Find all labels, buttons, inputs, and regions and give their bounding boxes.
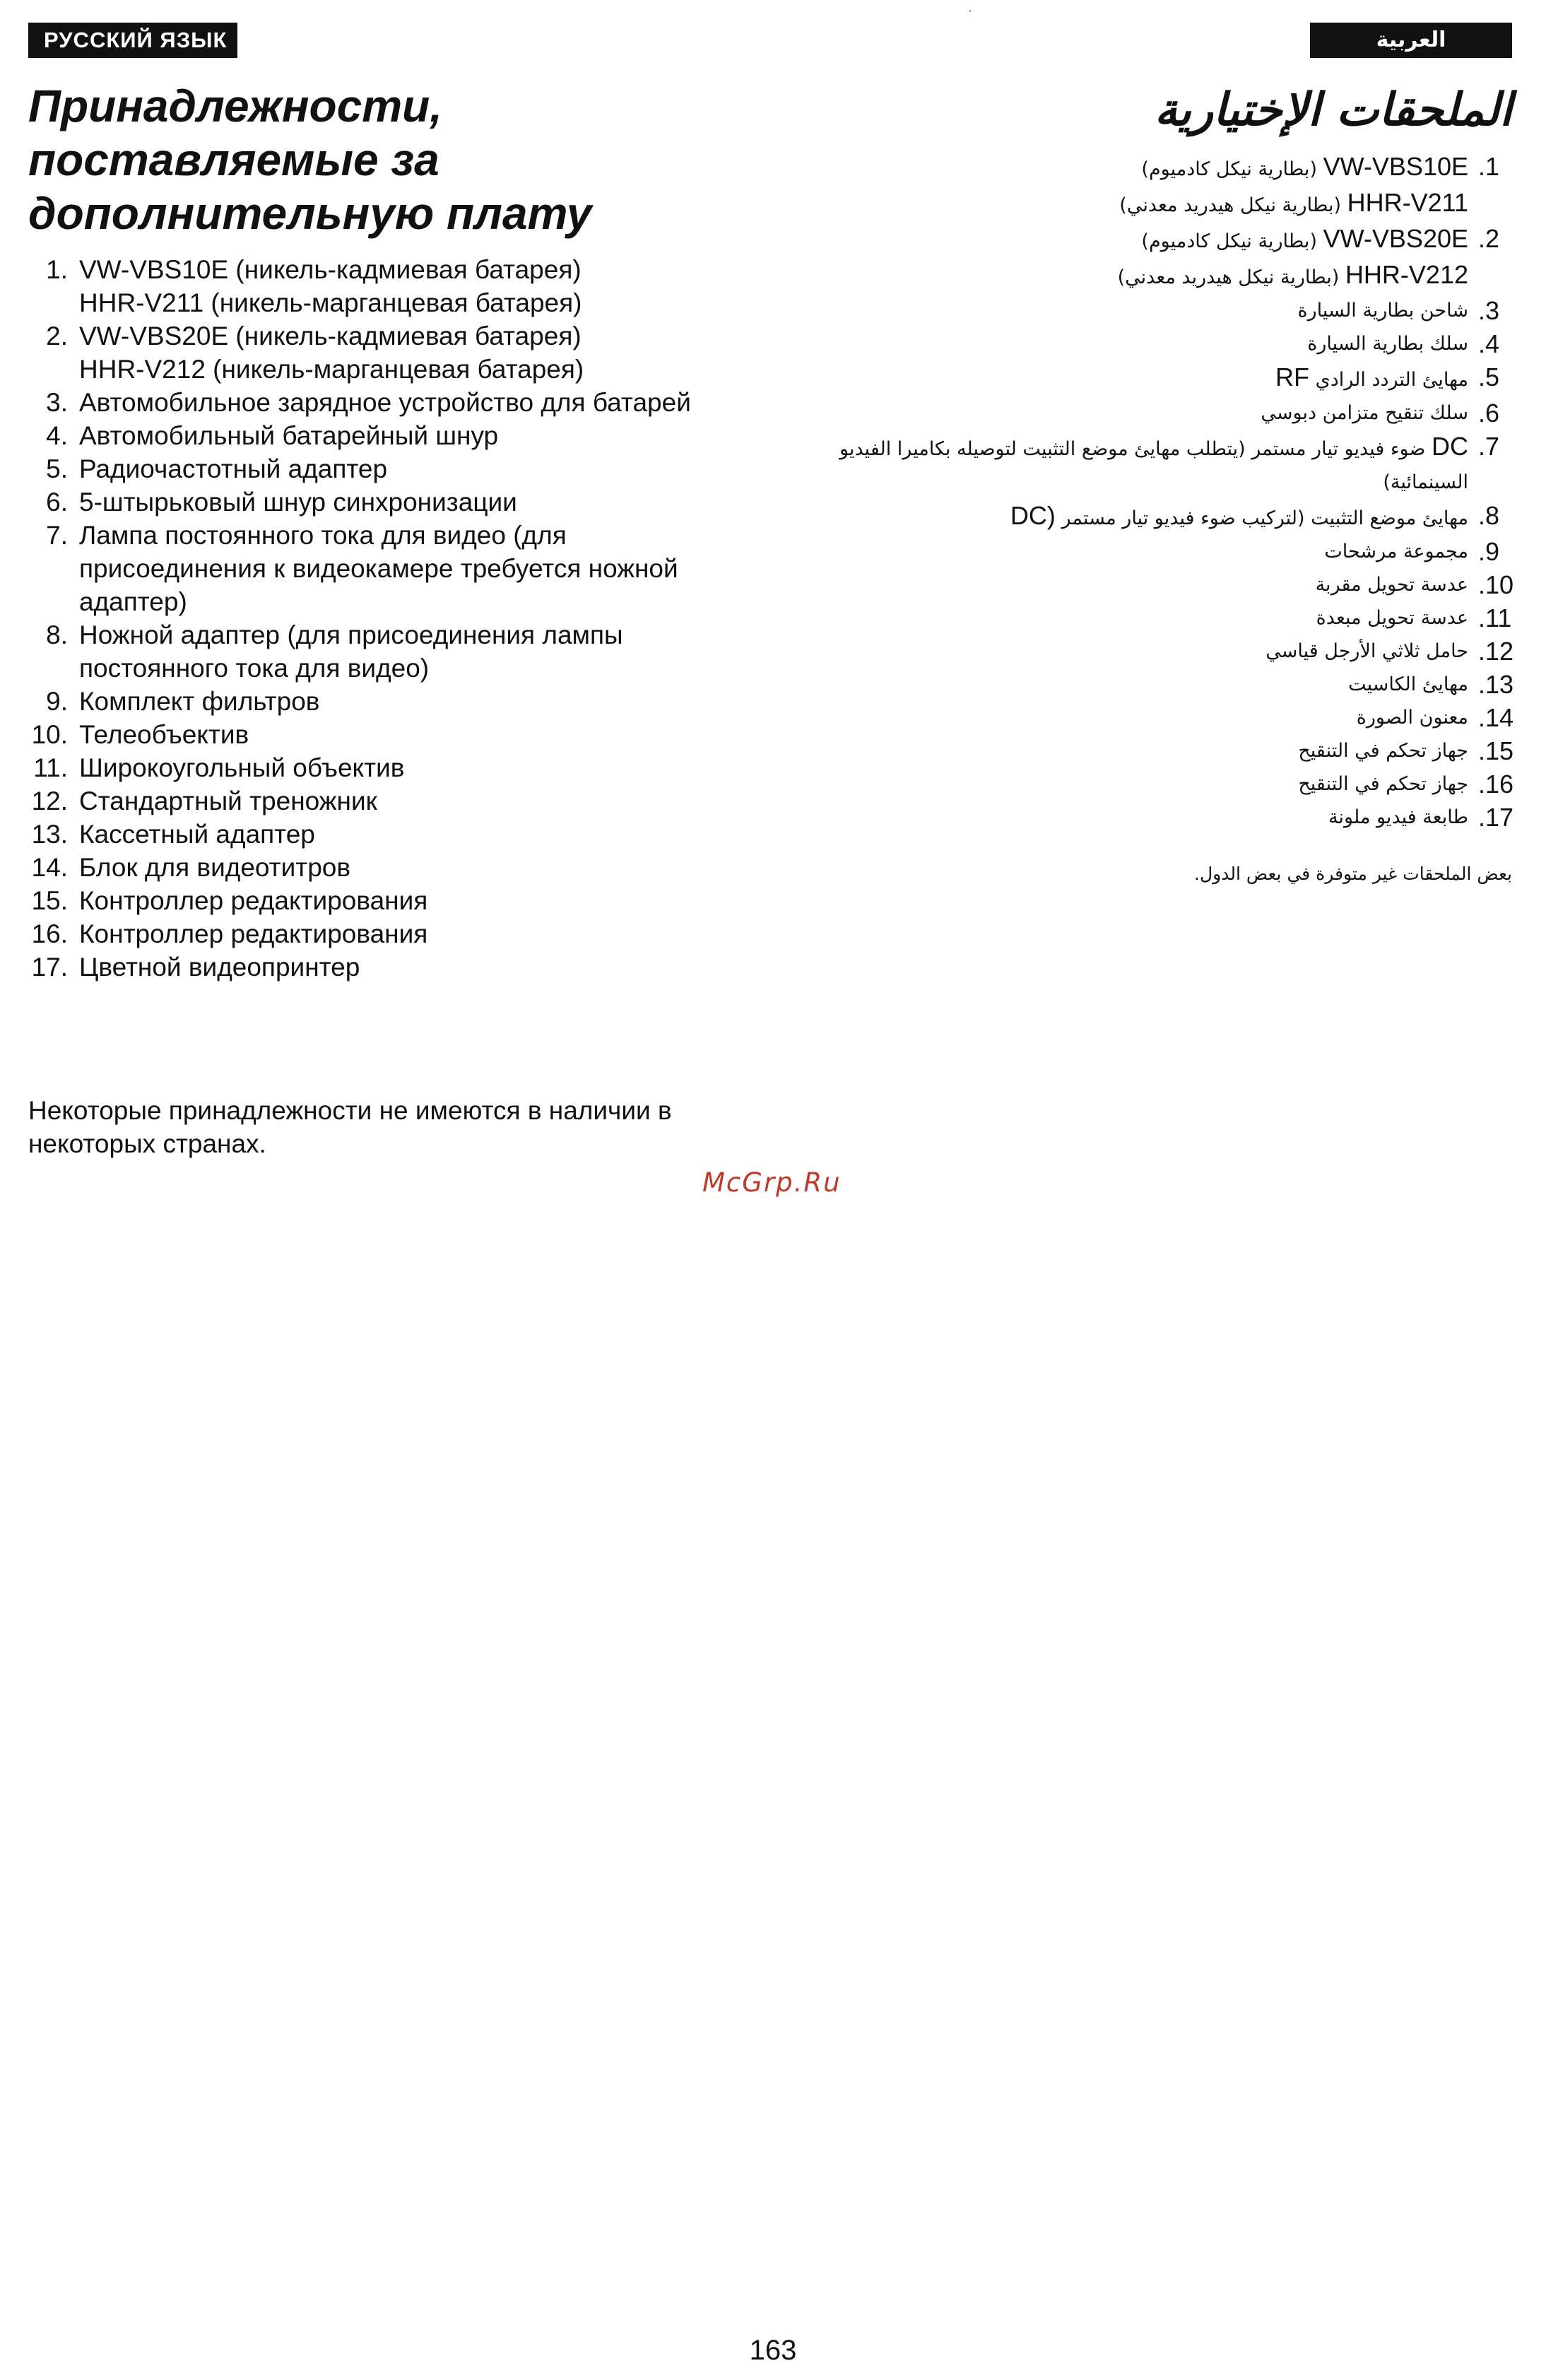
item-number: 15.: [31, 886, 68, 915]
item-text: Автомобильный батарейный шнур: [79, 421, 499, 450]
list-item: [806, 360, 1512, 396]
item-number: .16: [1478, 770, 1514, 799]
russian-accessory-list: [28, 253, 735, 984]
item-number: .10: [1478, 570, 1514, 599]
item-number: .4: [1478, 329, 1500, 358]
item-description: معنون الصورة: [1356, 707, 1468, 729]
arabic-availability-note: بعض الملحقات غير متوفرة في بعض الدول.: [1194, 864, 1512, 884]
item-text: [806, 701, 1468, 734]
item-text: Радиочастотный адаптер: [79, 454, 388, 483]
item-number: .17: [1478, 803, 1514, 832]
item-number: [1468, 186, 1512, 222]
list-item: [28, 917, 735, 950]
item-number: 13.: [31, 820, 68, 849]
item-description: مهايئ الكاسيت: [1348, 673, 1468, 695]
list-item: [28, 818, 735, 851]
list-item: [806, 568, 1512, 601]
list-item: [28, 751, 735, 784]
list-item: [28, 386, 735, 419]
item-description: (بطارية نيكل كادميوم): [1141, 158, 1317, 180]
item-text: Цветной видеопринтер: [79, 953, 360, 982]
language-tab-arabic: العربية: [1310, 23, 1512, 58]
item-text: Контроллер редактирования: [79, 886, 428, 915]
model-code: DC: [1432, 432, 1468, 461]
item-number: 16.: [31, 919, 68, 948]
list-item: [806, 635, 1512, 668]
page-number: 163: [749, 2335, 797, 2366]
item-description: شاحن بطارية السيارة: [1297, 300, 1468, 322]
item-number: 14.: [31, 853, 68, 882]
list-item: [806, 801, 1512, 834]
model-code: VW-VBS10E: [1323, 152, 1468, 181]
item-text: [806, 535, 1468, 568]
item-description: (يتطلب مهايئ موضع التثبيت لتوصيله بكاميرا الفيديو السينمائية): [839, 438, 1468, 493]
list-item: [806, 430, 1512, 499]
list-item: [806, 767, 1512, 801]
item-text: [806, 396, 1468, 430]
item-number: 6.: [46, 488, 68, 517]
item-number: 5.: [46, 454, 68, 483]
list-item: [806, 396, 1512, 430]
list-item: [806, 535, 1512, 568]
item-text: [806, 499, 1468, 535]
list-item: [806, 222, 1512, 258]
item-number: .6: [1478, 399, 1500, 428]
list-item: [28, 485, 735, 519]
list-item: [806, 499, 1512, 535]
list-item: [806, 701, 1512, 734]
item-text: Стандартный треножник: [79, 787, 377, 815]
item-description: عدسة تحويل مبعدة: [1316, 607, 1468, 629]
item-text: VW-VBS10E (никель-кадмиевая батарея) HHR-V211 (никель-марганцевая батарея): [79, 255, 582, 317]
item-text: Контроллер редактирования: [79, 919, 428, 948]
item-text: Ножной адаптер (для присоединения лампы постоянного тока для видео): [79, 620, 623, 683]
russian-column: [28, 79, 735, 984]
item-number: 10.: [31, 720, 68, 749]
item-number: .2: [1478, 224, 1500, 253]
item-number: .8: [1478, 501, 1500, 530]
item-number: .5: [1478, 363, 1500, 391]
item-description: مهايئ موضع التثبيت (لتركيب ضوء فيديو تيار مستمر: [1061, 507, 1468, 529]
item-text: [806, 327, 1468, 360]
item-description: جهاز تحكم في التنقيح: [1298, 773, 1468, 795]
item-text: Телеобъектив: [79, 720, 249, 749]
item-description: سلك تنقيح متزامن دبوسي: [1261, 402, 1468, 424]
item-number: 17.: [31, 953, 68, 982]
list-item: [806, 734, 1512, 767]
item-text: [806, 294, 1468, 327]
item-number: .1: [1478, 152, 1500, 181]
russian-title: Принадлежности, поставляемые за дополнительную плату: [28, 81, 592, 239]
arabic-accessory-list: [806, 150, 1512, 834]
item-number: 12.: [31, 787, 68, 815]
list-item: [28, 618, 735, 685]
item-text: [806, 258, 1468, 294]
list-item: [28, 950, 735, 984]
list-item: [28, 685, 735, 718]
model-code: HHR-V212: [1345, 260, 1468, 289]
list-item: [806, 294, 1512, 327]
list-item: [806, 150, 1512, 186]
item-text: Широкоугольный объектив: [79, 753, 405, 782]
list-item: [28, 784, 735, 818]
list-item: [806, 668, 1512, 701]
item-number: .12: [1478, 637, 1514, 666]
item-number: 11.: [33, 753, 68, 782]
item-description: (بطارية نيكل كادميوم): [1141, 230, 1317, 252]
item-number: 7.: [46, 521, 68, 550]
list-item: [28, 519, 735, 618]
item-number: 2.: [46, 322, 68, 350]
model-code: RF: [1275, 363, 1309, 391]
arabic-title: الملحقات الإختيارية: [1154, 84, 1512, 136]
list-item: [806, 186, 1512, 222]
scan-mark: [969, 10, 971, 12]
item-number: 4.: [46, 421, 68, 450]
item-text: [806, 635, 1468, 668]
item-text: Автомобильное зарядное устройство для батарей: [79, 388, 691, 417]
item-text: VW-VBS20E (никель-кадмиевая батарея) HHR-V212 (никель-марганцевая батарея): [79, 322, 584, 384]
list-item: [28, 419, 735, 452]
item-number: 8.: [46, 620, 68, 649]
item-text: Лампа постоянного тока для видео (для присоединения к видеокамере требуется ножной адаптер): [79, 521, 678, 616]
item-description: ضوء فيديو تيار مستمر: [1251, 438, 1426, 460]
item-text: [806, 150, 1468, 186]
list-item: [28, 452, 735, 485]
model-code: VW-VBS20E: [1323, 224, 1468, 253]
arabic-column: [806, 79, 1512, 834]
list-item: [28, 884, 735, 917]
item-description: (بطارية نيكل هيدريد معدني): [1117, 266, 1340, 288]
item-description: حامل ثلاثي الأرجل قياسي: [1265, 640, 1468, 662]
list-item: [806, 601, 1512, 635]
item-description: عدسة تحويل مقربة: [1315, 574, 1468, 596]
item-text: [806, 734, 1468, 767]
item-text: [806, 430, 1468, 499]
list-item: [28, 253, 735, 319]
list-item: [806, 258, 1512, 294]
item-description: جهاز تحكم في التنقيح: [1298, 740, 1468, 762]
item-number: .3: [1478, 296, 1500, 325]
item-text: [806, 222, 1468, 258]
item-number: .14: [1478, 703, 1514, 732]
item-text: [806, 767, 1468, 801]
item-text: [806, 668, 1468, 701]
item-description: (بطارية نيكل هيدريد معدني): [1119, 194, 1342, 216]
model-code: (DC: [1010, 501, 1056, 530]
list-item: [806, 327, 1512, 360]
item-text: [806, 186, 1468, 222]
language-tab-russian: РУССКИЙ ЯЗЫК: [28, 23, 237, 58]
item-text: [806, 801, 1468, 834]
item-text: 5-штырьковый шнур синхронизации: [79, 488, 517, 517]
item-description: مهايئ التردد الرادي: [1315, 369, 1468, 391]
item-text: Кассетный адаптер: [79, 820, 315, 849]
list-item: [28, 319, 735, 386]
item-text: [806, 568, 1468, 601]
item-description: طابعة فيديو ملونة: [1328, 806, 1468, 828]
item-number: 9.: [46, 687, 68, 716]
item-number: 1.: [46, 255, 68, 284]
item-description: سلك بطارية السيارة: [1307, 333, 1468, 355]
item-text: [806, 601, 1468, 635]
item-text: Комплект фильтров: [79, 687, 320, 716]
item-number: .7: [1478, 432, 1500, 461]
item-description: مجموعة مرشحات: [1324, 541, 1468, 562]
item-text: Блок для видеотитров: [79, 853, 351, 882]
item-number: 3.: [46, 388, 68, 417]
russian-availability-note: Некоторые принадлежности не имеются в наличии в некоторых странах.: [28, 1096, 672, 1158]
model-code: HHR-V211: [1347, 188, 1468, 217]
item-number: .15: [1478, 736, 1514, 765]
item-number: .9: [1478, 537, 1500, 566]
list-item: [28, 718, 735, 751]
list-item: [28, 851, 735, 884]
item-text: [806, 360, 1468, 396]
item-number: [1468, 258, 1512, 294]
item-number: .11: [1478, 603, 1512, 632]
item-number: .13: [1478, 670, 1514, 699]
watermark: McGrp.Ru: [702, 1167, 842, 1198]
